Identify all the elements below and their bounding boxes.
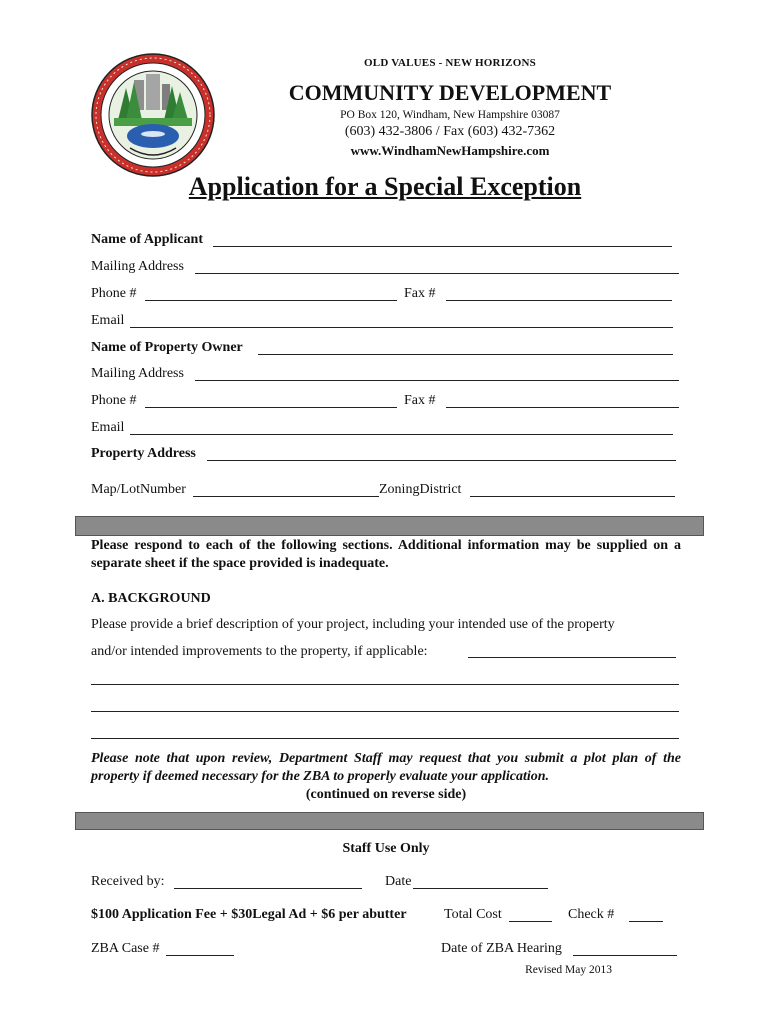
applicant-name-label: Name of Applicant xyxy=(91,232,203,247)
applicant-email-field[interactable] xyxy=(130,327,673,328)
owner-name-label: Name of Property Owner xyxy=(91,340,243,355)
zba-case-field[interactable] xyxy=(166,955,234,956)
property-address-label: Property Address xyxy=(91,446,196,461)
property-address-field[interactable] xyxy=(207,460,676,461)
received-date-label: Date xyxy=(385,874,412,889)
owner-phone-label: Phone # xyxy=(91,393,137,408)
owner-mailing-label: Mailing Address xyxy=(91,366,184,381)
applicant-email-label: Email xyxy=(91,313,125,328)
check-number-label: Check # xyxy=(568,907,615,922)
owner-mailing-field[interactable] xyxy=(195,380,679,381)
zoning-district-field[interactable] xyxy=(470,496,675,497)
total-cost-label: Total Cost xyxy=(444,907,502,922)
form-title: Application for a Special Exception xyxy=(188,172,582,201)
applicant-fax-label: Fax # xyxy=(404,286,436,301)
zba-case-label: ZBA Case # xyxy=(91,941,160,956)
staff-divider-bar xyxy=(75,812,704,830)
applicant-mailing-label: Mailing Address xyxy=(91,259,184,274)
applicant-mailing-field[interactable] xyxy=(195,273,679,274)
received-by-label: Received by: xyxy=(91,874,165,889)
staff-use-heading: Staff Use Only xyxy=(342,841,430,856)
received-date-field[interactable] xyxy=(413,888,548,889)
background-prompt-line1: Please provide a brief description of your project, including your intended use of the property xyxy=(91,617,615,632)
instructions-text: Please respond to each of the following sections. Additional information may be supplied on a separate sheet if the space provided is inadequate. xyxy=(91,538,681,571)
check-number-field[interactable] xyxy=(629,921,663,922)
map-lot-label: Map/LotNumber xyxy=(91,482,186,497)
zba-hearing-field[interactable] xyxy=(573,955,677,956)
owner-fax-label: Fax # xyxy=(404,393,436,408)
section-divider-bar xyxy=(75,516,704,536)
owner-name-field[interactable] xyxy=(258,354,673,355)
zba-hearing-label: Date of ZBA Hearing xyxy=(441,941,562,956)
background-heading: A. BACKGROUND xyxy=(91,591,211,606)
plot-plan-note: Please note that upon review, Department Staff may request that you submit a plot plan of the property if deemed necessary for the ZBA to properly evaluate your application. xyxy=(91,751,681,784)
background-answer-field-1[interactable] xyxy=(468,657,676,658)
background-answer-field-2[interactable] xyxy=(91,684,679,685)
applicant-name-field[interactable] xyxy=(213,246,672,247)
background-answer-field-3[interactable] xyxy=(91,711,679,712)
map-lot-field[interactable] xyxy=(193,496,379,497)
tagline: OLD VALUES - NEW HORIZONS xyxy=(364,57,536,69)
owner-email-field[interactable] xyxy=(130,434,673,435)
office-address: PO Box 120, Windham, New Hampshire 03087 xyxy=(340,109,560,121)
total-cost-field[interactable] xyxy=(509,921,552,922)
revision-note: Revised May 2013 xyxy=(525,964,612,976)
department-name: COMMUNITY DEVELOPMENT xyxy=(288,80,612,105)
applicant-phone-label: Phone # xyxy=(91,286,137,301)
town-seal-logo xyxy=(90,52,216,178)
fee-text: $100 Application Fee + $30Legal Ad + $6 per abutter xyxy=(91,907,407,922)
owner-phone-field[interactable] xyxy=(145,407,397,408)
applicant-phone-field[interactable] xyxy=(145,300,397,301)
background-prompt-line2: and/or intended improvements to the property, if applicable: xyxy=(91,644,428,659)
website-link[interactable]: www.WindhamNewHampshire.com xyxy=(350,143,550,158)
owner-email-label: Email xyxy=(91,420,125,435)
phone-fax: (603) 432-3806 / Fax (603) 432-7362 xyxy=(344,124,556,139)
zoning-district-label: ZoningDistrict xyxy=(379,482,462,497)
received-by-field[interactable] xyxy=(174,888,362,889)
continued-note: (continued on reverse side) xyxy=(305,787,467,802)
background-answer-field-4[interactable] xyxy=(91,738,679,739)
applicant-fax-field[interactable] xyxy=(446,300,672,301)
owner-fax-field[interactable] xyxy=(446,407,679,408)
